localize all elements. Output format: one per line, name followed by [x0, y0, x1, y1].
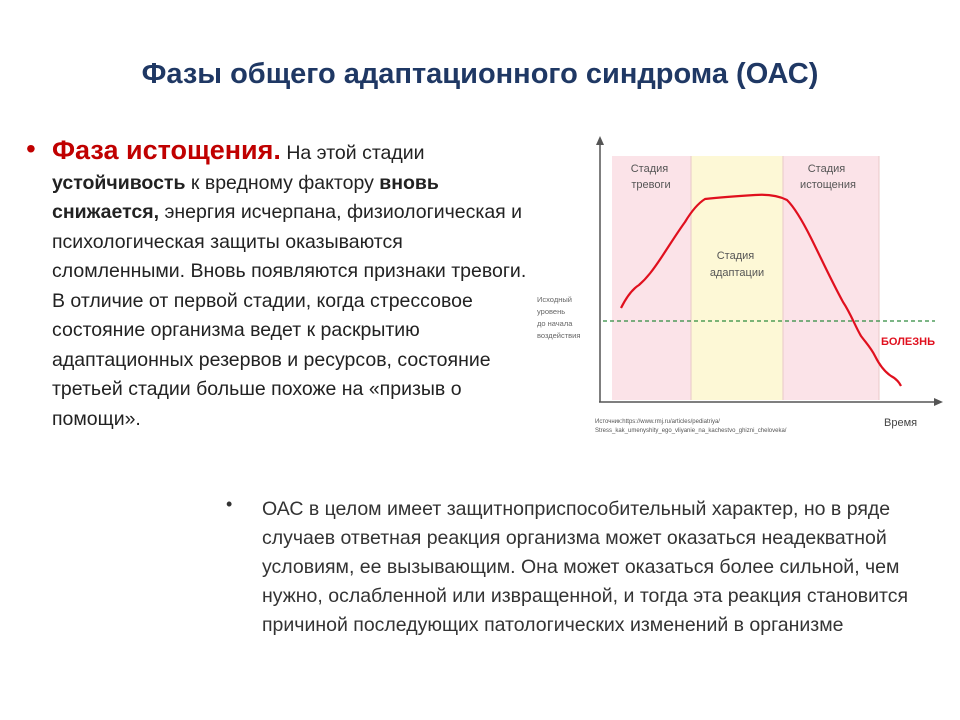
exhaustion-phase-paragraph	[52, 136, 530, 434]
alarm-stage-band	[612, 156, 691, 400]
conclusion-paragraph: ОАС в целом имеет защитноприспособительный характер, но в ряде случаев ответная реакция организма может оказаться неадекватной условиям, ее вызывающим. Она может оказаться более сильной, чем нужно, ослабленной или извращенной, и тогда эта реакция становится причиной последующих патологических изменений в организме	[262, 498, 909, 636]
source-citation: Источник:https://www.rmj.ru/articles/pediatriya/ Stress_kak_umenyshity_ego_vliyanie_na_kachestvo_ghizni_cheloveka/	[595, 419, 787, 434]
x-axis-label: Время	[884, 417, 918, 429]
emphasis-resistance: устойчивость	[52, 171, 186, 194]
adaptation-stage-label: Стадия адаптации	[709, 250, 765, 279]
y-axis-arrow	[596, 136, 604, 145]
bullet-dot: •	[26, 133, 36, 164]
text-segment: На этой стадии	[280, 142, 425, 164]
disease-label: БОЛЕЗНЬ	[881, 336, 935, 348]
alarm-stage-label: Стадия тревоги	[630, 163, 671, 191]
gas-diagram	[533, 130, 945, 450]
exhaustion-stage-label: Стадия истощения	[800, 163, 856, 191]
x-axis-arrow	[934, 398, 943, 406]
page-title: Фазы общего адаптационного синдрома (ОАС)	[141, 58, 819, 90]
phase-heading: Фаза истощения.	[52, 135, 281, 165]
text-segment: к вредному фактору	[185, 171, 380, 194]
baseline-label: Исходный уровень до начала воздействия	[537, 295, 581, 340]
bullet-dot: •	[226, 494, 233, 514]
text-segment: энергия исчерпана, физиологическая и психологическая защиты оказываются сломленными. Вновь появляются признаки тревоги. В отличие от первой стадии, когда стрессовое состояние организма ведет к раскрытию адаптационных резервов и ресурсов, состояние третьей стадии больше похоже на «призыв о помощи».	[52, 201, 527, 430]
emphasis-decreases: вновь снижается,	[52, 171, 439, 223]
